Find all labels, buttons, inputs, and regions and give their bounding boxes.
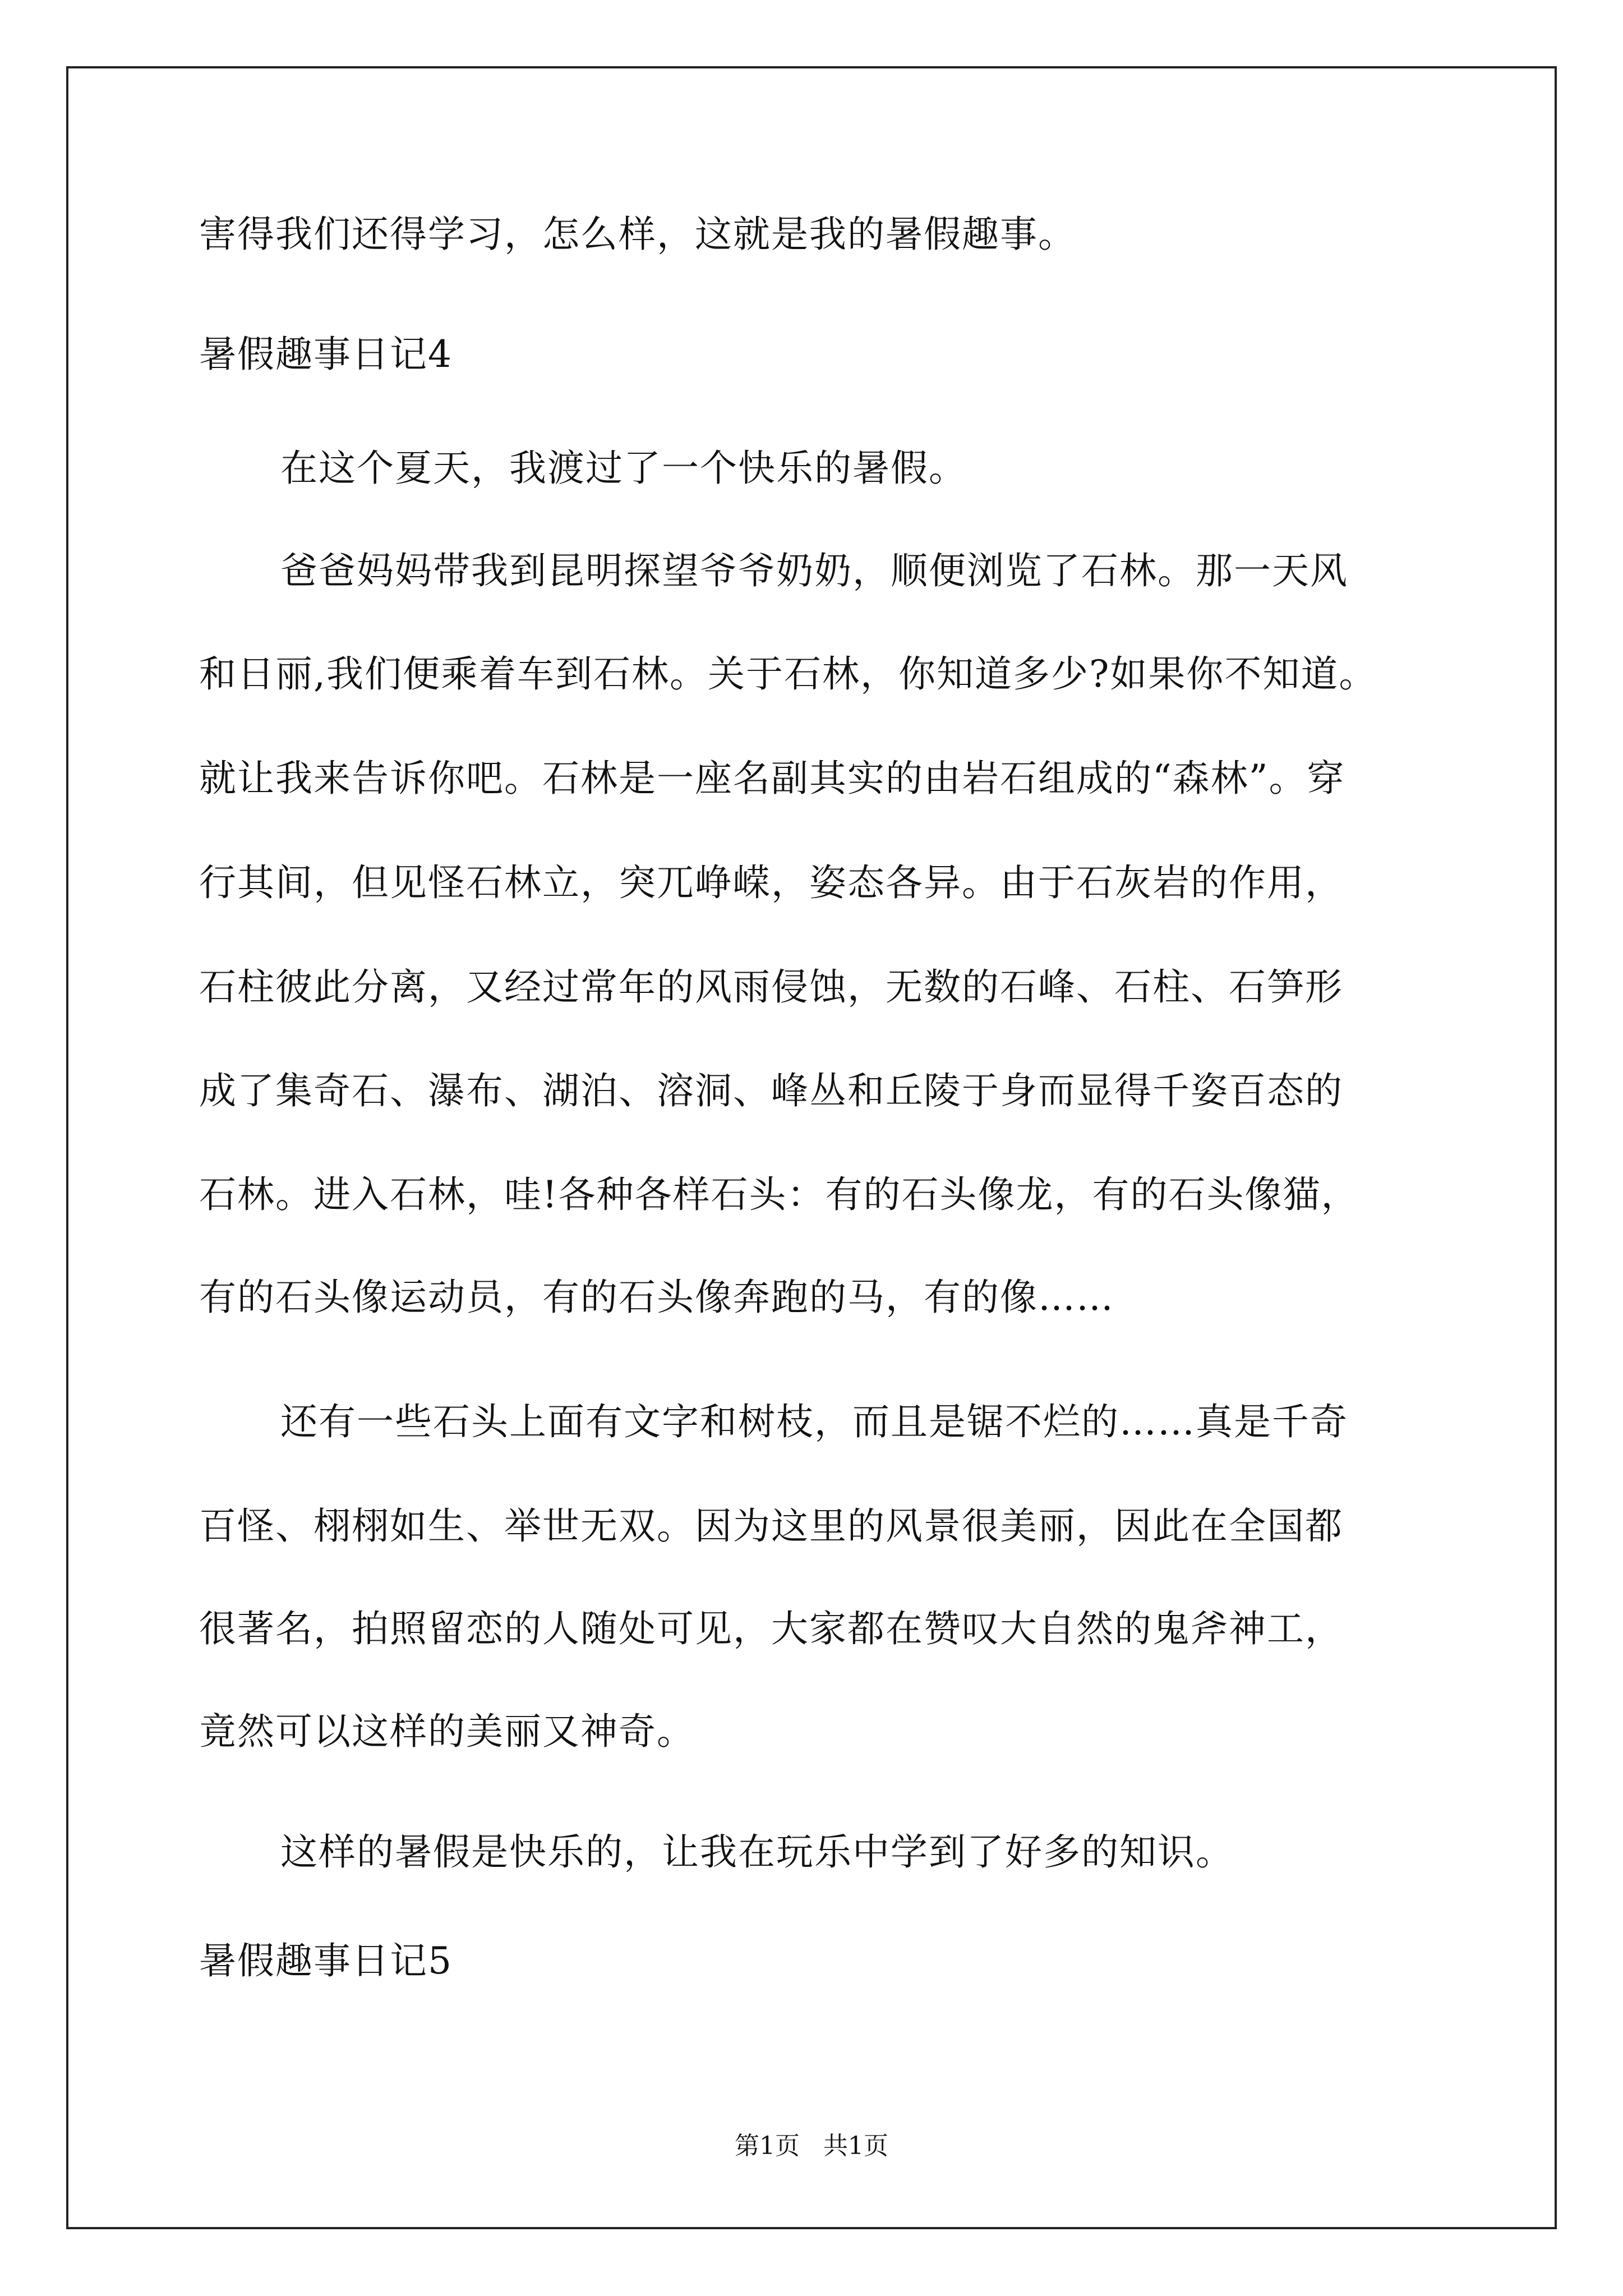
- page-border: [66, 66, 1557, 2229]
- paragraph-scenery-line-4: 竟然可以这样的美丽又神奇。: [199, 1710, 695, 1753]
- paragraph-stone-forest-line-6: 成了集奇石、瀑布、湖泊、溶洞、峰丛和丘陵于身而显得千姿百态的: [199, 1069, 1343, 1112]
- paragraph-stone-forest-line-7: 石林。进入石林，哇!各种各样石头：有的石头像龙，有的石头像猫，: [199, 1173, 1359, 1216]
- diary-heading-5: 暑假趣事日记5: [199, 1939, 453, 1982]
- page-number-footer: 第1页 共1页: [735, 2132, 888, 2160]
- paragraph-stone-forest-line-2: 和日丽,我们便乘着车到石林。关于石林，你知道多少?如果你不知道。: [199, 652, 1377, 696]
- text-line-continuation: 害得我们还得学习，怎么样，这就是我的暑假趣事。: [199, 213, 1076, 256]
- diary-heading-4: 暑假趣事日记4: [199, 333, 453, 376]
- paragraph-conclusion: 这样的暑假是快乐的，让我在玩乐中学到了好多的知识。: [280, 1830, 1234, 1874]
- paragraph-stone-forest-line-8: 有的石头像运动员，有的石头像奔跑的马，有的像……: [199, 1276, 1114, 1319]
- paragraph-scenery-line-1: 还有一些石头上面有文字和树枝，而且是锯不烂的……真是千奇: [280, 1400, 1348, 1443]
- paragraph-stone-forest-line-4: 行其间，但见怪石林立，突兀峥嵘，姿态各异。由于石灰岩的作用，: [199, 861, 1343, 904]
- paragraph-stone-forest-line-1: 爸爸妈妈带我到昆明探望爷爷奶奶，顺便浏览了石林。那一天风: [280, 549, 1348, 592]
- paragraph-stone-forest-line-5: 石柱彼此分离，又经过常年的风雨侵蚀，无数的石峰、石柱、石笋形: [199, 965, 1343, 1009]
- paragraph-scenery-line-2: 百怪、栩栩如生、举世无双。因为这里的风景很美丽，因此在全国都: [199, 1504, 1343, 1548]
- paragraph-stone-forest-line-3: 就让我来告诉你吧。石林是一座名副其实的由岩石组成的“森林”。穿: [199, 757, 1345, 800]
- paragraph-scenery-line-3: 很著名，拍照留恋的人随处可见，大家都在赞叹大自然的鬼斧神工，: [199, 1607, 1343, 1650]
- paragraph-intro: 在这个夏天，我渡过了一个快乐的暑假。: [280, 447, 967, 490]
